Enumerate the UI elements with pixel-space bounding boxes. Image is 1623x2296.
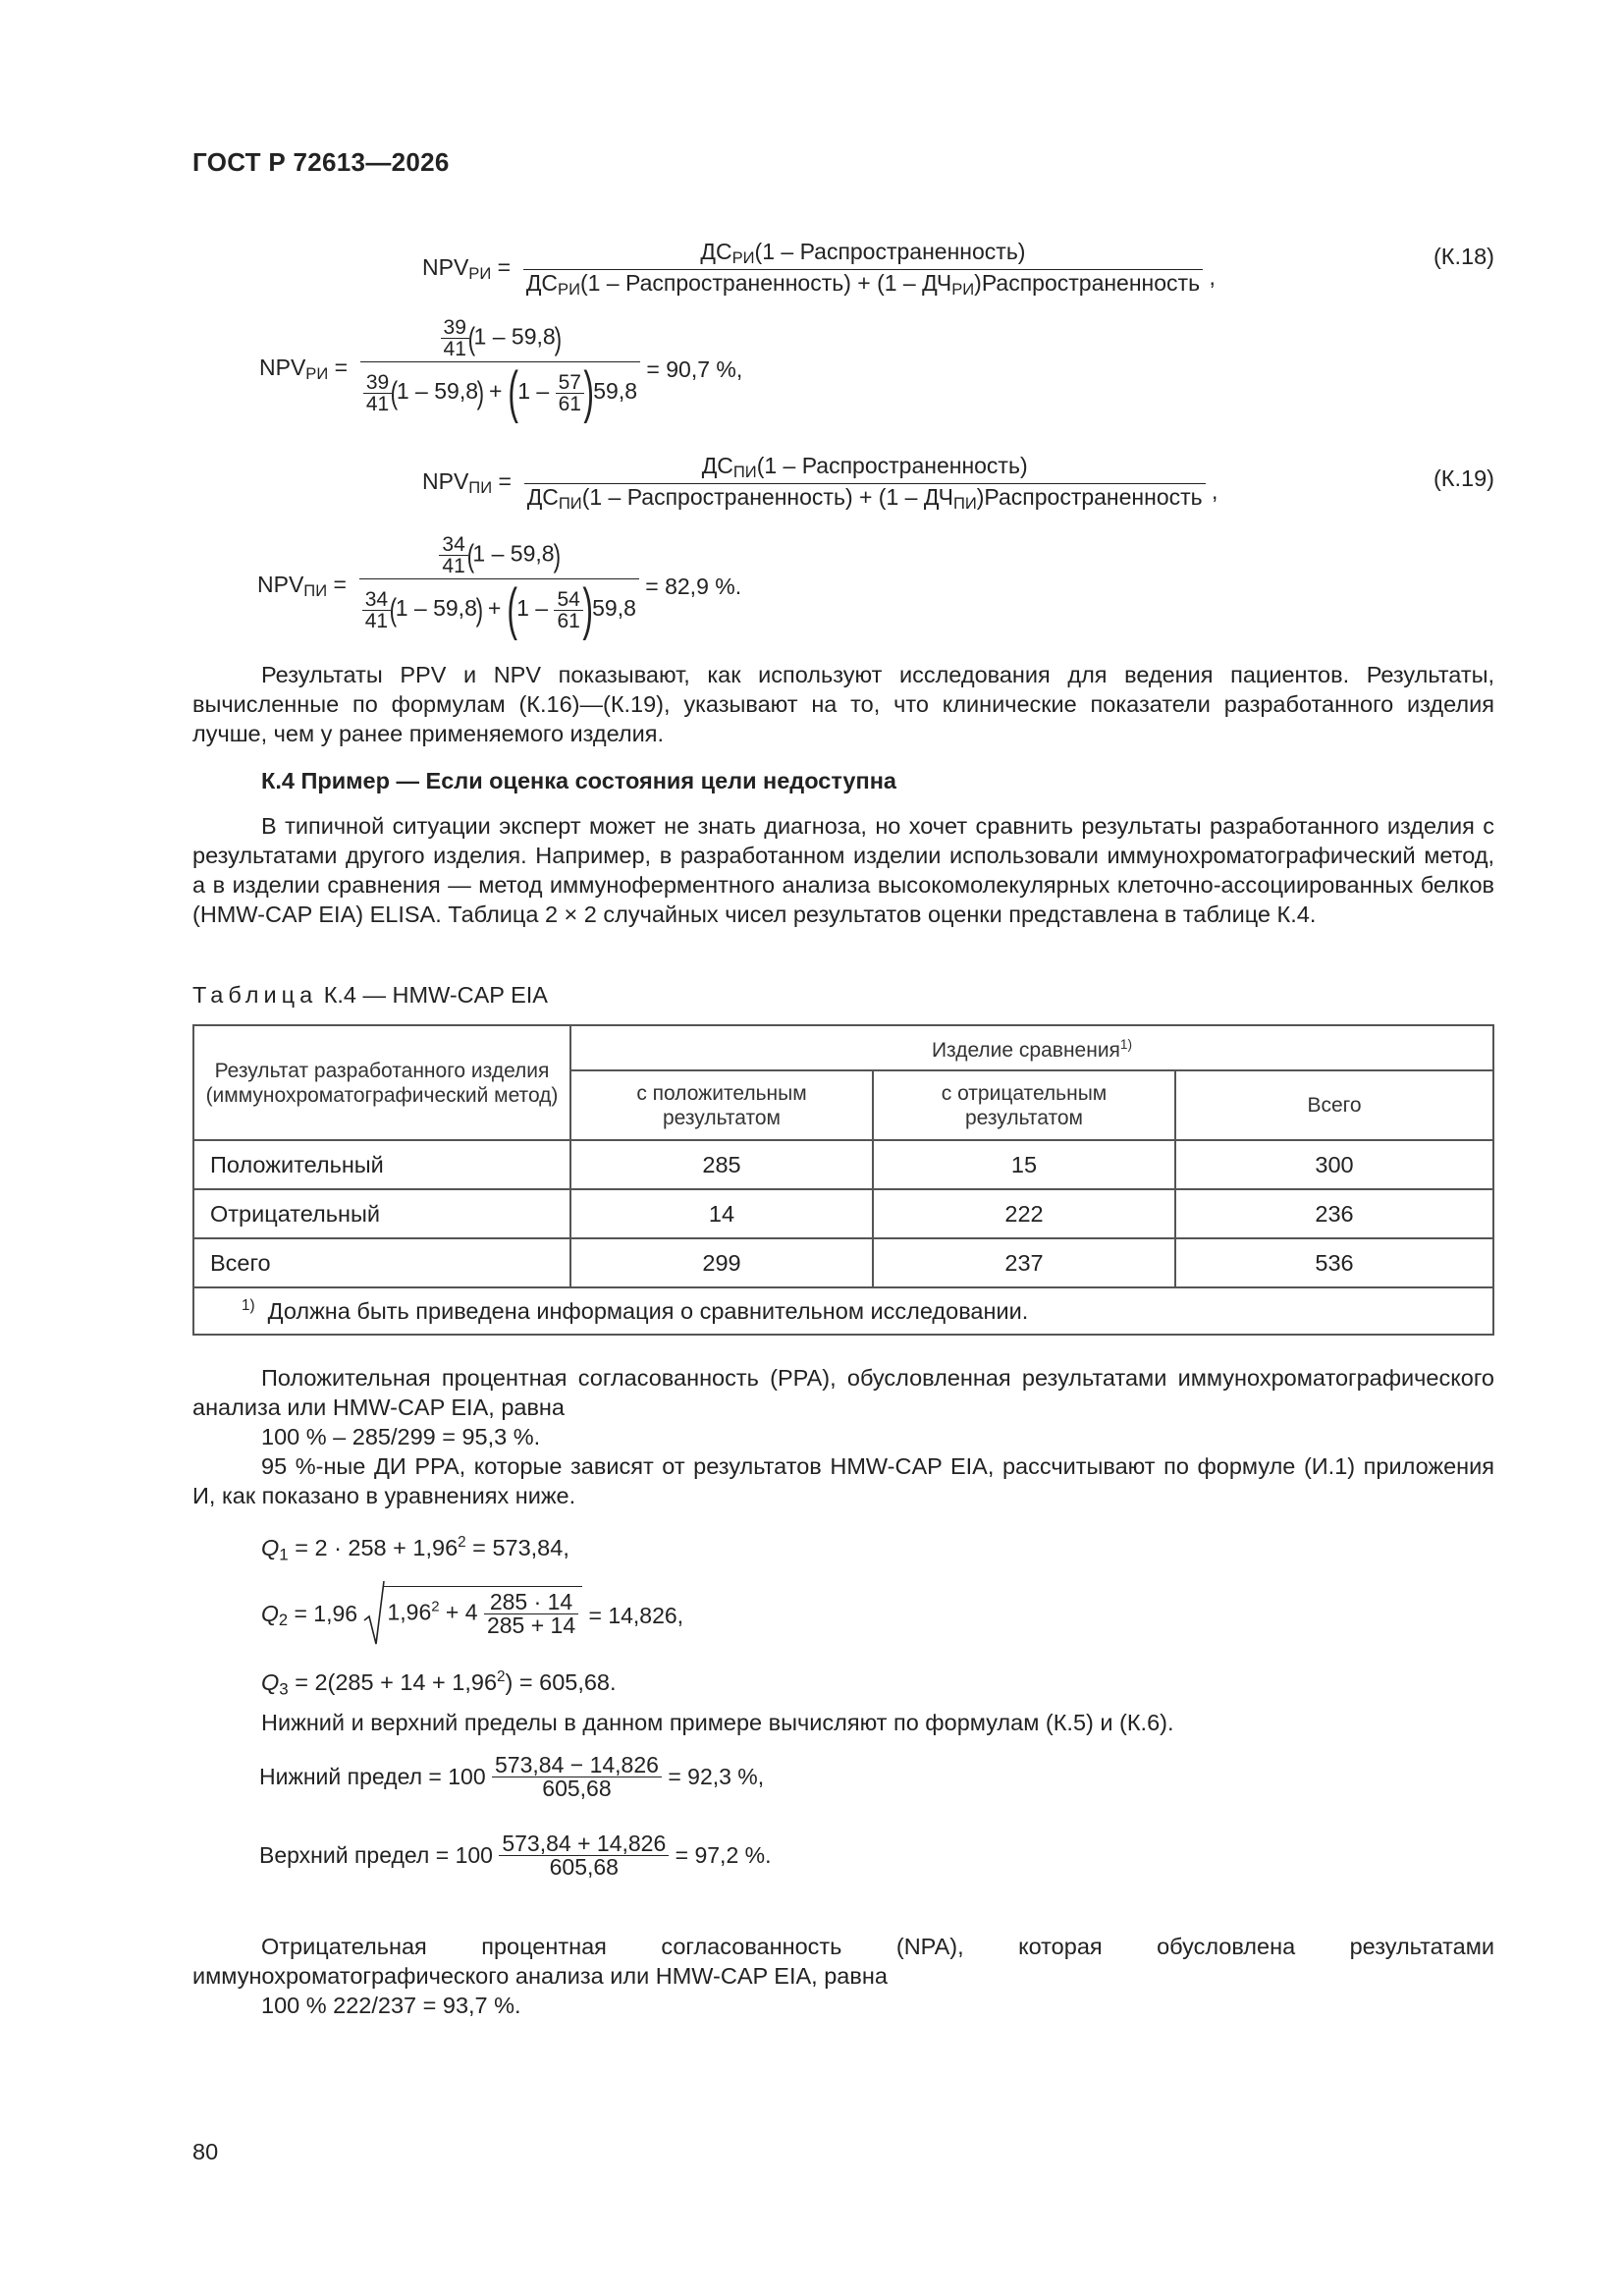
formula-k19-fraction: $\frac{ДС_{ПИ}(1 - Распространенность)}{ДС_{ПИ}(1 - Распространенность) + (1 - ДЧ_{ПИ})Распространенность}$ — [524, 455, 1206, 512]
table-footnote: $^{1)}$ Должна быть приведена информация о сравнительном исследовании. — [193, 1287, 1493, 1335]
table-cell: 300 — [1175, 1140, 1493, 1189]
table-row — [193, 1238, 1493, 1287]
paragraph-ppa: Положительная процентная согласованность (PPA), обусловленная результатами иммунохроматографического анализа или HMW-CAP EIA, равна — [192, 1365, 1494, 1420]
formula-q2: $Q_2 = 1,96$ $1,96^2 + 4$ $\frac{285 \cdot 14}{285 + 14}$ = 14,826, — [261, 1579, 683, 1652]
table-cell: 15 — [873, 1140, 1175, 1189]
formula-k18: $NPV_{РИ}$ = $\frac{ДС_{РИ}(1 - Распространенность)}{ДС_{РИ}(1 - Распространенность) + (1 - ДЧ_{РИ})Распространенность}$ , — [422, 239, 1216, 299]
table-cell: Отрицательный — [193, 1189, 570, 1238]
table-row — [193, 1189, 1493, 1238]
paragraph-npa: Отрицательная процентная согласованность (NPA), которая обусловлена результатами иммунохроматографического анализа или HMW-CAP EIA, равна — [192, 1934, 1494, 1989]
table-cell: 222 — [873, 1189, 1175, 1238]
table-cell: Положительный — [193, 1140, 570, 1189]
table-cell: 536 — [1175, 1238, 1493, 1287]
formula-q1: $Q_1 = 2 \cdot 258 + 1,96^2 = 573,84$, — [261, 1534, 569, 1564]
table-cell: Всего — [193, 1238, 570, 1287]
table-row — [193, 1140, 1493, 1189]
formula-k19-calc: $NPV_{ПИ}$ = $\frac{34}{41}$ (1 – 59,8) $\frac{34}{41}$ (1 – 59,8) + (1 – $\frac{54}{61}$ )59,8 = 82,9 %. — [257, 533, 742, 641]
table-cell: 14 — [570, 1189, 873, 1238]
table-group-header: Изделие сравнения$^{1)}$ — [570, 1025, 1493, 1070]
formula-k18-calc: $NPV_{РИ}$ = $\frac{39}{41}$ (1 – 59,8) $\frac{39}{41}$ (1 – 59,8) + (1 – $\frac{57}{61}$ )59,8 = 90,7 %, — [259, 316, 743, 424]
formula-upper-limit: Верхний предел = 100 $\frac{573,84 + 14,826}{605,68}$ = 97,2 %. — [259, 1831, 772, 1880]
formula-lower-limit: Нижний предел = 100 $\frac{573,84 - 14,826}{605,68}$ = 92,3 %, — [259, 1752, 765, 1801]
paragraph-ci: 95 %-ные ДИ PPA, которые зависят от результатов HMW-CAP EIA, рассчитывают по формуле (И.1) приложения И, как показано в уравнениях ниже. — [192, 1453, 1494, 1508]
page-number: 80 — [192, 2139, 219, 2164]
formula-k19: $NPV_{ПИ}$ = $\frac{ДС_{ПИ}(1 - Распространенность)}{ДС_{ПИ}(1 - Распространенность) + (1 - ДЧ_{ПИ})Распространенность}$ , — [422, 453, 1218, 513]
table-k4 — [192, 1024, 1494, 1336]
formula-q2-radicand: $1,96^2 + 4$ $\frac{285 \cdot 14}{285 + 14}$ — [383, 1586, 582, 1637]
formula-k18-calc-fraction: $\frac{39}{41}$ (1 – 59,8) $\frac{39}{41}$ (1 – 59,8) + (1 – $\frac{57}{61}$ )59,8 — [360, 317, 640, 421]
ppa-value: 100 % – 285/299 = 95,3 %. — [261, 1424, 541, 1449]
equation-number-k19: (К.19) — [1433, 465, 1494, 491]
formula-k19-lhs: $NPV_{ПИ}$ = — [422, 467, 518, 497]
formula-k18-lhs: $NPV_{РИ}$ = — [422, 253, 517, 283]
table-cell: 299 — [570, 1238, 873, 1287]
paragraph-example: В типичной ситуации эксперт может не знать диагноза, но хочет сравнить результаты разработанного изделия с результатами другого изделия. Например, в разработанном изделии использовали иммунохроматографический метод, а в изделии сравнения — метод иммуноферментного анализа высокомолекулярных клеточно-ассоциированных белков (HMW-CAP EIA) ELISA. Таблица 2 × 2 случайных чисел результатов оценки представлена в таблице К.4. — [192, 813, 1494, 927]
table-col-header: с положительным результатом — [570, 1070, 873, 1140]
formula-k18-fraction: $\frac{ДС_{РИ}(1 - Распространенность)}{ДС_{РИ}(1 - Распространенность) + (1 - ДЧ_{РИ})Распространенность}$ — [523, 241, 1203, 298]
table-caption: Таблица К.4 — HMW-CAP EIA — [192, 982, 548, 1008]
formula-k19-calc-fraction: $\frac{34}{41}$ (1 – 59,8) $\frac{34}{41}$ (1 – 59,8) + (1 – $\frac{54}{61}$ )59,8 — [359, 534, 639, 638]
equation-number-k18: (К.18) — [1433, 244, 1494, 269]
paragraph-ppv-npv: Результаты PPV и NPV показывают, как используют исследования для ведения пациентов. Результаты, вычисленные по формулам (К.16)—(К.19), указывают на то, что клинические показатели разработанного изделия лучше, чем у ранее применяемого изделия. — [192, 662, 1494, 746]
table-col-header: Всего — [1175, 1070, 1493, 1140]
section-heading-k4: К.4 Пример — Если оценка состояния цели недоступна — [261, 768, 896, 793]
table-cell: 236 — [1175, 1189, 1493, 1238]
npa-value: 100 % 222/237 = 93,7 %. — [261, 1993, 521, 2018]
table-col-header: с отрицательным результатом — [873, 1070, 1175, 1140]
table-cell: 237 — [873, 1238, 1175, 1287]
table-cell: 285 — [570, 1140, 873, 1189]
limits-sentence: Нижний и верхний пределы в данном примере вычисляют по формулам (К.5) и (К.6). — [261, 1710, 1174, 1735]
formula-q3: $Q_3 = 2(285 + 14 + 1,96^2) = 605,68$. — [261, 1668, 617, 1699]
document-header: ГОСТ Р 72613—2026 — [192, 147, 450, 177]
table-row-header: Результат разработанного изделия (иммунохроматографический метод) — [193, 1025, 570, 1140]
sqrt-icon — [363, 1579, 385, 1652]
